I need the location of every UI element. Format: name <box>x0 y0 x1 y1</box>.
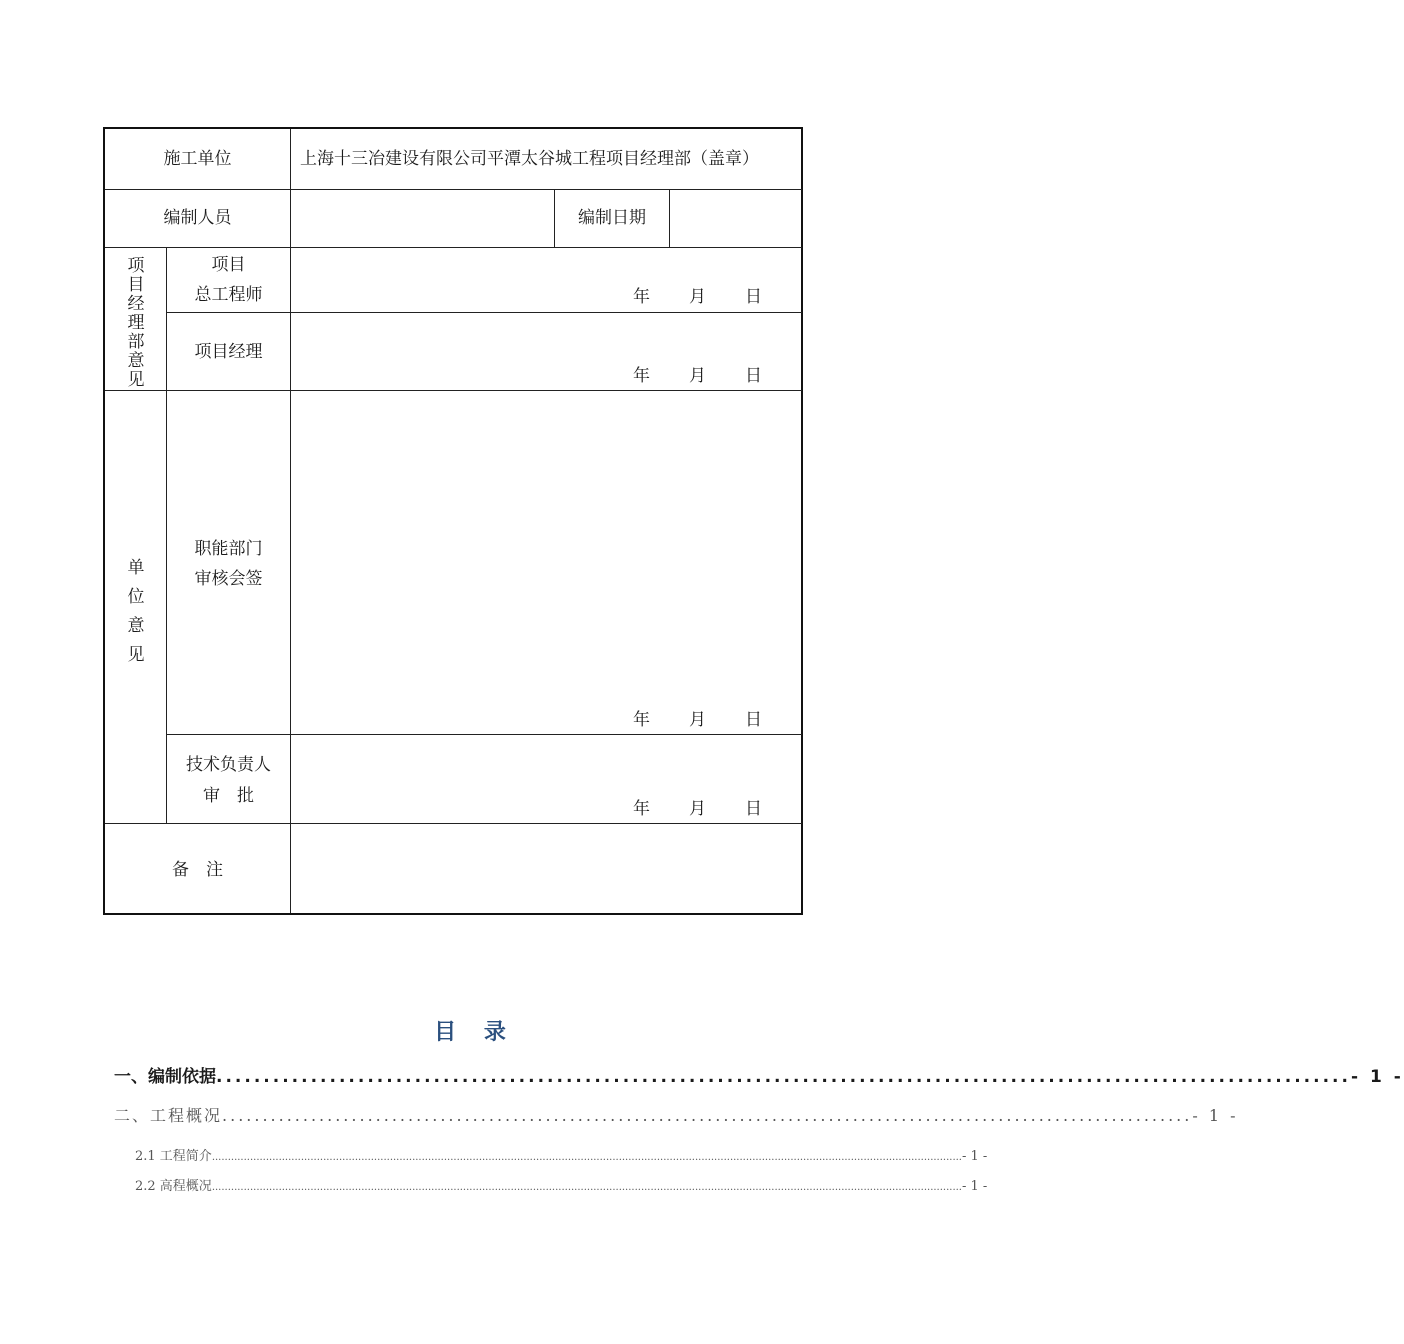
compile-date-field[interactable] <box>671 192 801 246</box>
month-label: 月 <box>689 287 706 307</box>
toc-item-page: - 1 - <box>962 1179 988 1194</box>
toc-item-3[interactable]: 2.1 工程简介 ............................................................................................................................................................................................................................................ - 1 - <box>135 1145 860 1164</box>
table-divider <box>669 189 670 247</box>
toc-item-4[interactable]: 2.2 高程概况 ............................................................................................................................................................................................................................................ - 1 - <box>135 1175 860 1194</box>
table-divider <box>290 129 291 913</box>
table-divider <box>105 247 802 248</box>
project-manager-date <box>633 361 803 391</box>
toc-title: 目 录 <box>434 1019 516 1045</box>
remarks-field[interactable] <box>292 825 801 913</box>
toc-item-2[interactable]: 二、工程概况 ........................................................................................................................ - 1 - <box>114 1103 860 1126</box>
unit-opinion-label: 单位意见 <box>127 558 145 665</box>
year-label: 年 <box>633 710 650 730</box>
toc-item-label: 一、编制依据 <box>114 1067 216 1087</box>
toc-item-page: - 1 - <box>962 1149 988 1164</box>
functional-dept-label-line1: 职能部门 <box>194 539 263 559</box>
remarks-label: 备 注 <box>172 860 223 880</box>
functional-dept-label-line2: 审核会签 <box>194 569 263 589</box>
table-divider <box>166 312 802 313</box>
toc-item-page: - 1 - <box>1192 1106 1239 1125</box>
project-manager-label: 项目经理 <box>194 342 263 362</box>
toc-item-page: - 1 - <box>1350 1067 1404 1087</box>
month-label: 月 <box>689 799 706 819</box>
tech-lead-date <box>633 794 803 824</box>
chief-engineer-date <box>633 282 803 312</box>
day-label: 日 <box>745 799 762 819</box>
functional-dept-opinion-field[interactable] <box>292 392 801 733</box>
tech-lead-label-line1: 技术负责人 <box>186 755 271 775</box>
tech-lead-label-line2: 审 批 <box>203 786 254 806</box>
toc-item-label: 2.1 工程简介 <box>135 1149 212 1164</box>
chief-engineer-label-line2: 总工程师 <box>194 285 263 305</box>
compiler-label: 编制人员 <box>163 208 232 228</box>
day-label: 日 <box>745 366 762 386</box>
toc-item-label: 二、工程概况 <box>114 1106 223 1125</box>
month-label: 月 <box>689 366 706 386</box>
month-label: 月 <box>689 710 706 730</box>
table-divider <box>105 189 802 190</box>
day-label: 日 <box>745 287 762 307</box>
year-label: 年 <box>633 366 650 386</box>
toc-item-label: 2.2 高程概况 <box>135 1179 212 1194</box>
compiler-field[interactable] <box>292 192 552 246</box>
compile-date-label: 编制日期 <box>578 208 646 228</box>
toc-item-1[interactable]: 一、编制依据 ........................................................................................................................ - 1 - <box>114 1062 860 1087</box>
project-dept-opinion-label: 项目经理部意见 <box>127 256 145 390</box>
day-label: 日 <box>745 710 762 730</box>
chief-engineer-label-line1: 项目 <box>211 255 246 275</box>
construction-unit-value: 上海十三冶建设有限公司平潭太谷城工程项目经理部（盖章） <box>300 149 759 169</box>
functional-dept-date <box>633 705 803 735</box>
year-label: 年 <box>633 799 650 819</box>
construction-unit-label: 施工单位 <box>163 149 232 169</box>
year-label: 年 <box>633 287 650 307</box>
